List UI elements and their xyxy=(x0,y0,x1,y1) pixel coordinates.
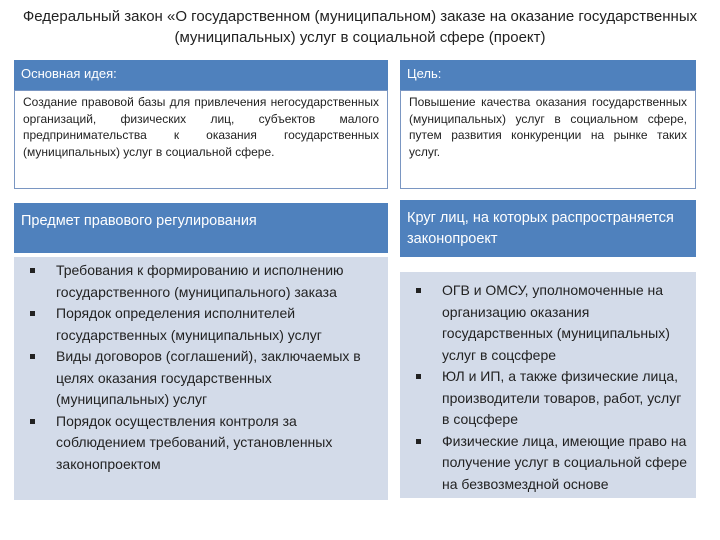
goal-text: Повышение качества оказания государственных (муниципальных) услуг в социальном сфере, путем развития конкуренции на рынке таких услуг. xyxy=(400,90,696,189)
persons-list-panel xyxy=(400,272,696,498)
goal-header: Цель: xyxy=(400,60,696,90)
persons-header: Круг лиц, на которых распространяется законопроект xyxy=(400,200,696,257)
page-title: Федеральный закон «О государственном (муниципальном) заказе на оказание государственных (муниципальных) услуг в социальной сфере (проект) xyxy=(22,8,698,46)
subject-list-panel xyxy=(14,257,388,500)
list-item: Требования к формированию и исполнению государственного (муниципального) заказа xyxy=(26,260,380,303)
subject-header: Предмет правового регулирования xyxy=(14,203,388,253)
list-item: Виды договоров (соглашений), заключаемых в целях оказания государственных (муниципальных) услуг xyxy=(26,346,380,411)
main-idea-text: Создание правовой базы для привлечения негосударственных организаций, физических лиц, субъектов малого предпринимательства к оказания государственных (муниципальных) услуг в социальной сфере. xyxy=(14,90,388,189)
list-item: ЮЛ и ИП, а также физические лица, производители товаров, работ, услуг в соцсфере xyxy=(412,366,688,431)
list-item: ОГВ и ОМСУ, уполномоченные на организацию оказания государственных (муниципальных) услуг в соцсфере xyxy=(412,280,688,366)
list-item: Физические лица, имеющие право на получение услуг в социальной сфере на безвозмездной основе xyxy=(412,431,688,496)
list-item: Порядок определения исполнителей государственных (муниципальных) услуг xyxy=(26,303,380,346)
main-idea-header: Основная идея: xyxy=(14,60,388,90)
list-item: Порядок осуществления контроля за соблюдением требований, установленных законопроектом xyxy=(26,411,380,476)
